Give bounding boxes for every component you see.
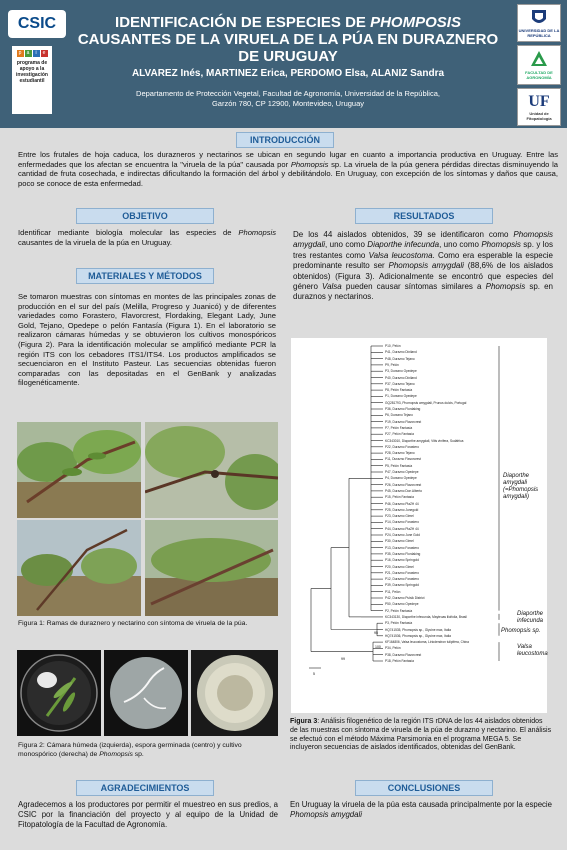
bootstrap-label: 99 <box>341 657 345 661</box>
figure2-caption: Figura 2: Cámara húmeda (izquierda), espora germinada (centro) y cultivo monospórico (derecha) de Phomopsis sp. <box>18 742 242 758</box>
tree-leaf-label: P18, Pelón Fantasía <box>385 659 414 663</box>
paie-letter: i <box>33 50 40 57</box>
clade-label-amygdali: Diaporthe amygdali (=Phomopsis amygdali) <box>503 473 539 500</box>
tree-leaf-label: P39, Durazno Springold <box>385 583 419 588</box>
tree-branches <box>291 338 547 713</box>
paie-letter: p <box>17 50 24 57</box>
tree-leaf-label: P40, Durazno Dixiland <box>385 375 417 380</box>
intro-heading: INTRODUCCIÓN <box>236 132 334 148</box>
poster-title: IDENTIFICACIÓN DE ESPECIES DE PHOMPOSIS CAUSANTES DE LA VIRUELA DE LA PÚA EN DURAZNERO DE URUGUAY <box>77 14 499 65</box>
figure1-caption: Figura 1: Ramas de duraznero y nectarino con síntoma de viruela de la púa. <box>18 620 248 627</box>
tree-leaf-label: P47, Durazno Opedepe <box>385 470 419 474</box>
resultados-text: De los 44 aislados obtenidos, 39 se identificaron como Phomopsis amygdali, uno como Diaporthe infecunda, uno como Phomopsis sp. y los tres restantes como Valsa leucostoma. Como era esperable la especie predominante resulto ser Phomopsis amygdali (88,6% de los aislados obtenidos) (Figura 3). Adicionalmente se encontró que especies del género Valsa pueden causar síntomas similares a Phomopsis sp. en duraznos y nectarinos. <box>293 230 554 302</box>
tree-leaf-label: P3, Durazno Opedepe <box>385 369 417 374</box>
tree-leaf-label: P46, Durazno PlaZH 44 <box>385 501 419 506</box>
peach-branch-photo-1 <box>17 422 141 518</box>
tree-leaf-label: P30, Durazno Gimel <box>385 539 414 544</box>
tree-leaf-label: P11, Durazno Flavorcrest <box>385 457 421 462</box>
tree-leaf-label: P41, Durazno Dixiland <box>385 350 417 355</box>
peach-branch-photo-2 <box>145 422 278 518</box>
paie-logo <box>12 46 52 114</box>
paie-logo-text: programa de apoyo a la investigación estudiantil <box>16 60 48 84</box>
tree-leaf-label: P2, Pelón Fantasía <box>385 608 413 613</box>
tree-leaf-label: P37, Durazno Tejano <box>385 381 415 386</box>
tree-leaf-label: P16, Durazno Springold <box>385 558 419 563</box>
tree-leaf-label: KC343130, Diaporthe infecunda, Mayteuas ilicifolia, Brasil <box>385 614 467 619</box>
tree-leaf-label: P14, Durazno Forastero <box>385 520 420 525</box>
tree-leaf-label: P21, Durazno Forastero <box>385 570 420 575</box>
tree-leaf-label: P15, Pelón Fantasía <box>385 495 414 500</box>
objetivo-heading: OBJETIVO <box>76 208 214 224</box>
tree-leaf-label: P26, Durazno Flavorcrest <box>385 482 422 487</box>
clade-label-infecunda: Diaporthe infecunda <box>517 611 544 624</box>
materiales-heading: MATERIALES Y MÉTODOS <box>76 268 214 284</box>
tree-leaf-label: KC343010, Diaporthe amygdali, Vitis vinifera, Sudáfrica <box>385 438 464 443</box>
udelar-emblem-icon <box>531 9 547 27</box>
tree-leaf-label: P5, Pelón Fantasía <box>385 463 413 468</box>
tree-leaf-label: P45, Durazno Don Alberto <box>385 488 423 493</box>
csic-logo <box>8 10 66 38</box>
tree-leaf-label: P36, Durazno Flordaking <box>385 407 421 411</box>
tree-leaf-label: P23, Durazno Gimel <box>385 514 414 519</box>
tree-leaf-label: P12, Durazno Forastero <box>385 577 420 582</box>
tree-leaf-label: P9, Pelón <box>385 362 399 367</box>
agronomia-emblem-icon <box>530 50 548 70</box>
tree-leaf-label: HQ741535, Phomopsis sp., Glycine max, Italia <box>385 627 451 632</box>
paie-letter: e <box>41 50 48 57</box>
tree-leaf-label: P22, Durazno Forastero <box>385 444 420 449</box>
germinated-spore-photo <box>104 650 188 736</box>
tree-leaf-label: P24, Durazno June Gold <box>385 533 420 537</box>
tree-leaf-label: P50, Durazno Opedepe <box>385 602 419 607</box>
paie-letter: a <box>25 50 32 57</box>
tree-leaf-label: KF164806, Valsa leucostoma, Liriodendron tulipifera, China <box>385 640 469 645</box>
agradecimientos-text: Agradecemos a los productores por permitir el muestreo en sus predios, a CSIC por la financiación del proyecto y al equipo de la Unidad de Fitopatología de la Facultad de Agronomía. <box>18 800 278 829</box>
tree-leaf-label: P27, Pelón Fantasía <box>385 432 414 437</box>
authors: ALVAREZ Inés, MARTINEZ Erica, PERDOMO Elsa, ALANIZ Sandra <box>131 68 445 79</box>
udelar-logo: UNIVERSIDAD DE LA REPÚBLICA <box>517 4 561 42</box>
tree-leaf-label: P4, Durazno Opedepe <box>385 476 417 481</box>
csic-logo-text: CSIC <box>17 15 57 32</box>
tree-leaf-label: P6, Durazno Tejano <box>385 413 413 418</box>
scale-bar-label: 5 <box>313 672 315 676</box>
humid-chamber-photo <box>17 650 101 736</box>
tree-leaf-label: P11, Pelón <box>385 589 401 594</box>
tree-leaf-label: P48, Durazno Tejano <box>385 356 415 361</box>
bootstrap-label: 100 <box>375 645 381 649</box>
objetivo-text: Identificar mediante biología molecular las especies de Phomopsis causantes de la viruela de la púa en Uruguay. <box>18 228 276 247</box>
paie-letters <box>12 50 52 57</box>
peach-orchard-photo-3 <box>17 520 141 616</box>
bootstrap-label: 95 <box>374 631 378 635</box>
tree-leaf-label: P44, Durazno PlaZH 44 <box>385 526 419 531</box>
monosporic-culture-photo <box>191 650 278 736</box>
tree-leaf-label: P3, Pelón Fantasía <box>385 621 413 626</box>
tree-leaf-label: P38, Durazno Flavorcrest <box>385 652 422 657</box>
conclusiones-text: En Uruguay la viruela de la púa esta causada principalmente por la especie Phomopsis amygdali <box>290 800 552 819</box>
clade-label-valsa: Valsa leucostoma <box>517 644 548 657</box>
materiales-text: Se tomaron muestras con síntomas en montes de las principales zonas de producción en el sur del país (Melilla, Progreso y Juanicó) y de diferentes variedades como Forastero, Flavorcrest, Flordaking, Elegant Lady, June Gold, Tejano, Opedepe o pelón Fantasía (Figura 1). En el laboratorio se realizaron cámaras húmedas y se obtuvieron los cultivos monospóricos (Figura 2). Para la identificación molecular se amplificó mediante PCR la región ITS con los cebadores ITS1/ITS4. Los productos amplificados se secuenciaron en el Instituto Pasteur. Las secuencias obtenidas fueron comparadas con las depositadas en el GenBank y analizadas filogenéticamente. <box>18 292 276 388</box>
conclusiones-heading: CONCLUSIONES <box>355 780 493 796</box>
tree-leaf-label: P25, Durazno Junegold <box>385 507 419 512</box>
tree-leaf-label: P34, Pelón <box>385 646 401 651</box>
tree-leaf-label: GQ281793, Phomopsis amygdali, Prunus dulcis, Portugal <box>385 400 467 405</box>
tree-leaf-label: P20, Durazno Gimel <box>385 564 414 569</box>
tree-leaf-label: P10, Pelón <box>385 344 401 348</box>
tree-leaf-label: P7, Pelón Fantasía <box>385 425 413 430</box>
agradecimientos-heading: AGRADECIMIENTOS <box>76 780 214 796</box>
clade-label-phomopsis: Phomopsis sp. <box>501 628 541 634</box>
tree-leaf-label: P1, Durazno Opedepe <box>385 394 417 399</box>
tree-leaf-label: P13, Durazno Forastero <box>385 545 420 550</box>
uf-mark-icon: UF <box>528 93 550 110</box>
phylogenetic-tree <box>291 338 547 713</box>
tree-leaf-label: P19, Durazno Flavorcrest <box>385 419 422 424</box>
tree-leaf-label: P8, Pelón Fantasía <box>385 388 413 393</box>
tree-leaf-label: P35, Durazno Flordaking <box>385 551 421 556</box>
intro-text: Entre los frutales de hoja caduca, los durazneros y nectarinos se ubican en segundo lugar en cuanto a importancia productiva en Uruguay. Entre las enfermedades que los afectan se encuentra la "viruela de la púa" causada por Phomopsis sp. La viruela de la púa genera pérdidas directas disminuyendo la cantidad de fruta cosechada, e indirectas dificultando la formación del árbol y debilitándolo. En Uruguay, con excepción de los síntomas y daños que causa, poco se conoce de esta enfermedad. <box>18 150 558 188</box>
agronomia-logo: FACULTAD DE AGRONOMÍA <box>517 45 561 85</box>
tree-leaf-label: P28, Durazno Tejano <box>385 451 415 456</box>
tree-leaf-label: HQ741536, Phomopsis sp., Glycine max, Italia <box>385 633 451 638</box>
fitopatologia-logo: UF Unidad de Fitopatología <box>517 88 561 126</box>
tree-leaf-label: P42, Durazno Pulsik District <box>385 596 425 600</box>
peach-branch-photo-4 <box>145 520 278 616</box>
figure3-caption: Figura 3: Análisis filogenético de la región ITS rDNA de los 44 aislados obtenidos de las muestras con síntoma de viruela de la púa de durazno y nectarino. El análisis se efectuó con el método Máxima Parsimonia en el programa MEGA 5. Se incluyeron secuencias de aislados identificados, obtenidas del GenBank. <box>290 718 552 752</box>
resultados-heading: RESULTADOS <box>355 208 493 224</box>
affiliation: Departamento de Protección Vegetal, Facultad de Agronomía, Universidad de la República, Garzón 780, CP 12900, Montevideo, Uruguay <box>136 89 440 108</box>
